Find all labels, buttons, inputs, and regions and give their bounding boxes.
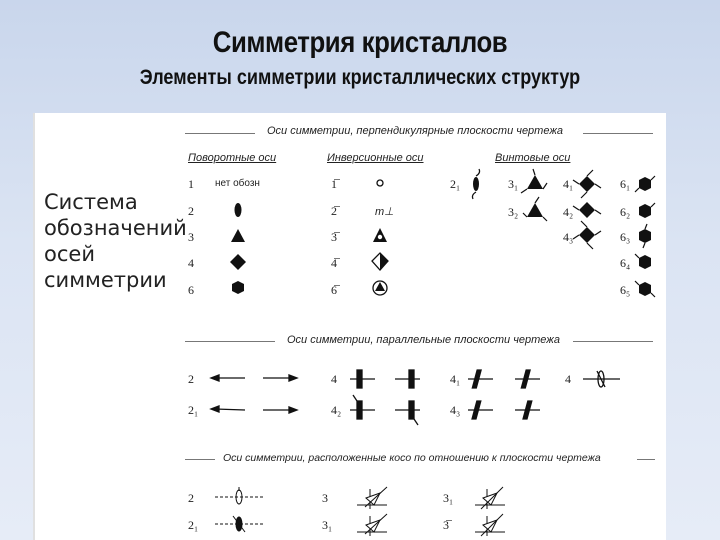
screw-label-4-1: 4₁ <box>563 177 574 191</box>
inv-label-4: 4̅ <box>331 256 337 270</box>
screw-label-4-2: 4₂ <box>563 205 574 219</box>
screw-label-3-2: 3₂ <box>508 205 519 219</box>
oblique-axis-symbols <box>35 113 666 540</box>
oblique-label-3: 3 <box>322 491 328 505</box>
oblique-label-3-1: 3₁ <box>443 491 454 505</box>
screw-label-6-3: 6₃ <box>620 230 631 244</box>
inv-label-6: 6̅ <box>331 283 337 297</box>
rot-label-6: 6 <box>188 283 194 297</box>
screw-label-6-5: 6₅ <box>620 283 631 297</box>
section1-heading: Оси симметрии, перпендикулярные плоскости чертежа <box>267 125 564 137</box>
rot-label-4: 4 <box>188 256 194 270</box>
side-caption: Система обозначений осей симметрии <box>44 190 187 292</box>
rot-label-3: 3 <box>188 230 194 244</box>
screw-label-2-1: 2₁ <box>450 177 461 191</box>
oblique-label-3-1b: 3₁ <box>322 518 333 532</box>
screw-label-6-1: 6₁ <box>620 177 631 191</box>
par-label-4-2: 4₂ <box>331 403 342 417</box>
section3-heading: Оси симметрии, расположенные косо по отношению к плоскости чертежа <box>223 452 601 464</box>
rot-label-2: 2 <box>188 204 194 218</box>
par-label-4: 4 <box>331 372 337 386</box>
col-inversion-axes: Инверсионные оси <box>327 152 424 164</box>
oblique-label-3-bar: 3̅ <box>443 518 449 532</box>
slide-title: Симметрия кристаллов <box>212 26 508 59</box>
rot-label-1: 1 <box>188 177 194 191</box>
par-label-2-1: 2₁ <box>188 403 199 417</box>
col-screw-axes: Винтовые оси <box>495 152 571 164</box>
par-label-4-1: 4₁ <box>450 372 461 386</box>
no-symbol-text: нет обозн <box>215 178 260 189</box>
par-label-2: 2 <box>188 372 194 386</box>
symmetry-figure-panel <box>33 113 666 540</box>
oblique-label-2: 2 <box>188 491 194 505</box>
col-rotation-axes: Поворотные оси <box>188 152 277 164</box>
screw-label-4-3: 4₃ <box>563 230 574 244</box>
slide-subtitle: Элементы симметрии кристаллических структур <box>139 66 581 89</box>
oblique-label-2-1: 2₁ <box>188 518 199 532</box>
par-label-4-bar: 4 <box>565 372 571 386</box>
section2-heading: Оси симметрии, параллельные плоскости чертежа <box>287 334 560 346</box>
inv-label-3: 3̅ <box>331 230 337 244</box>
mirror-perp-label: m⊥ <box>375 206 394 218</box>
screw-label-6-4: 6₄ <box>620 256 631 270</box>
inv-label-2: 2̅ <box>331 204 337 218</box>
screw-label-3-1: 3₁ <box>508 177 519 191</box>
screw-label-6-2: 6₂ <box>620 205 631 219</box>
inv-label-1: 1̅ <box>331 177 337 191</box>
par-label-4-3: 4₃ <box>450 403 461 417</box>
